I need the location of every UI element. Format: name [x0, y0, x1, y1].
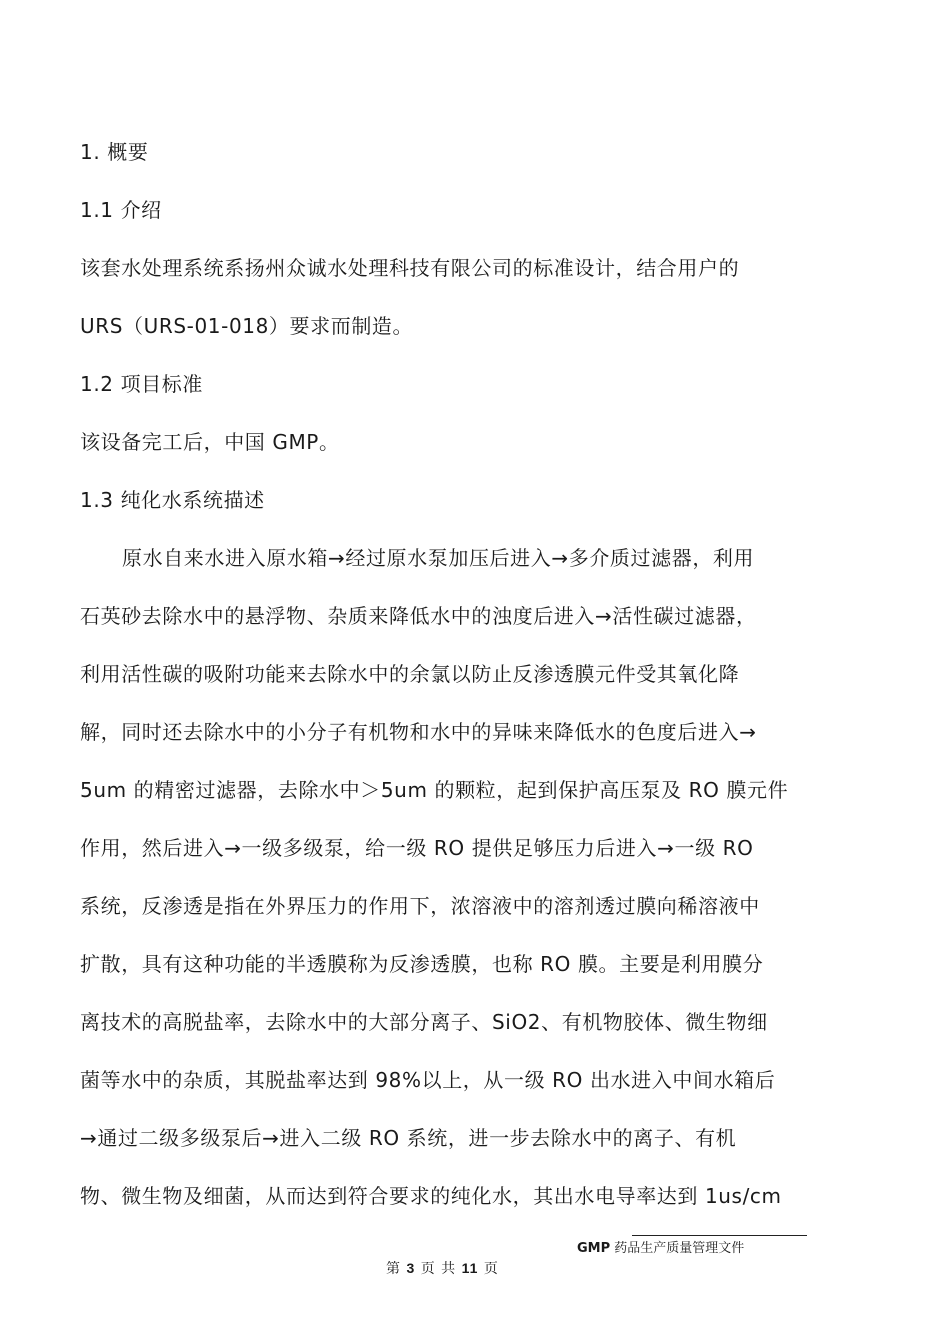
paragraph-line: 离技术的高脱盐率，去除水中的大部分离子、SiO2、有机物胶体、微生物细 [80, 1010, 768, 1034]
paragraph-line: 系统，反渗透是指在外界压力的作用下，浓溶液中的溶剂透过膜向稀溶液中 [80, 894, 760, 918]
footer-divider [632, 1235, 807, 1236]
paragraph-line: URS（URS-01-018）要求而制造。 [80, 314, 414, 338]
heading-1: 1. 概要 [80, 140, 149, 164]
footer-doc-title: 药品生产质量管理文件 [610, 1241, 745, 1256]
paragraph-line: 菌等水中的杂质，其脱盐率达到 98%以上，从一级 RO 出水进入中间水箱后 [80, 1068, 776, 1092]
paragraph-line: 该套水处理系统系扬州众诚水处理科技有限公司的标准设计，结合用户的 [80, 256, 740, 280]
paragraph-line: 物、微生物及细菌，从而达到符合要求的纯化水，其出水电导率达到 1us/cm [80, 1184, 782, 1208]
current-page: 3 [406, 1260, 416, 1276]
paragraph-line: 扩散，具有这种功能的半透膜称为反渗透膜，也称 RO 膜。主要是利用膜分 [80, 952, 764, 976]
paragraph-line: 该设备完工后，中国 GMP。 [80, 430, 340, 454]
paragraph-line: →通过二级多级泵后→进入二级 RO 系统，进一步去除水中的离子、有机 [80, 1126, 737, 1150]
page-label: 页 [478, 1261, 499, 1277]
page-label: 第 [386, 1261, 407, 1277]
paragraph-line: 5um 的精密过滤器，去除水中＞5um 的颗粒，起到保护高压泵及 RO 膜元件 [80, 778, 789, 802]
heading-1-1: 1.1 介绍 [80, 198, 162, 222]
page-number [386, 1259, 499, 1278]
page-label: 页 共 [415, 1261, 462, 1277]
heading-1-2: 1.2 项目标准 [80, 372, 203, 396]
total-pages: 11 [461, 1260, 479, 1276]
footer-document-title [577, 1240, 744, 1258]
paragraph-line: 作用，然后进入→一级多级泵，给一级 RO 提供足够压力后进入→一级 RO [80, 836, 754, 860]
paragraph-line: 石英砂去除水中的悬浮物、杂质来降低水中的浊度后进入→活性碳过滤器， [80, 604, 757, 628]
paragraph-line: 利用活性碳的吸附功能来去除水中的余氯以防止反渗透膜元件受其氧化降 [80, 662, 740, 686]
paragraph-line: 原水自来水进入原水箱→经过原水泵加压后进入→多介质过滤器，利用 [122, 546, 755, 570]
footer-doc-prefix: GMP [577, 1241, 611, 1256]
paragraph-line: 解，同时还去除水中的小分子有机物和水中的异味来降低水的色度后进入→ [80, 720, 757, 744]
heading-1-3: 1.3 纯化水系统描述 [80, 488, 265, 512]
